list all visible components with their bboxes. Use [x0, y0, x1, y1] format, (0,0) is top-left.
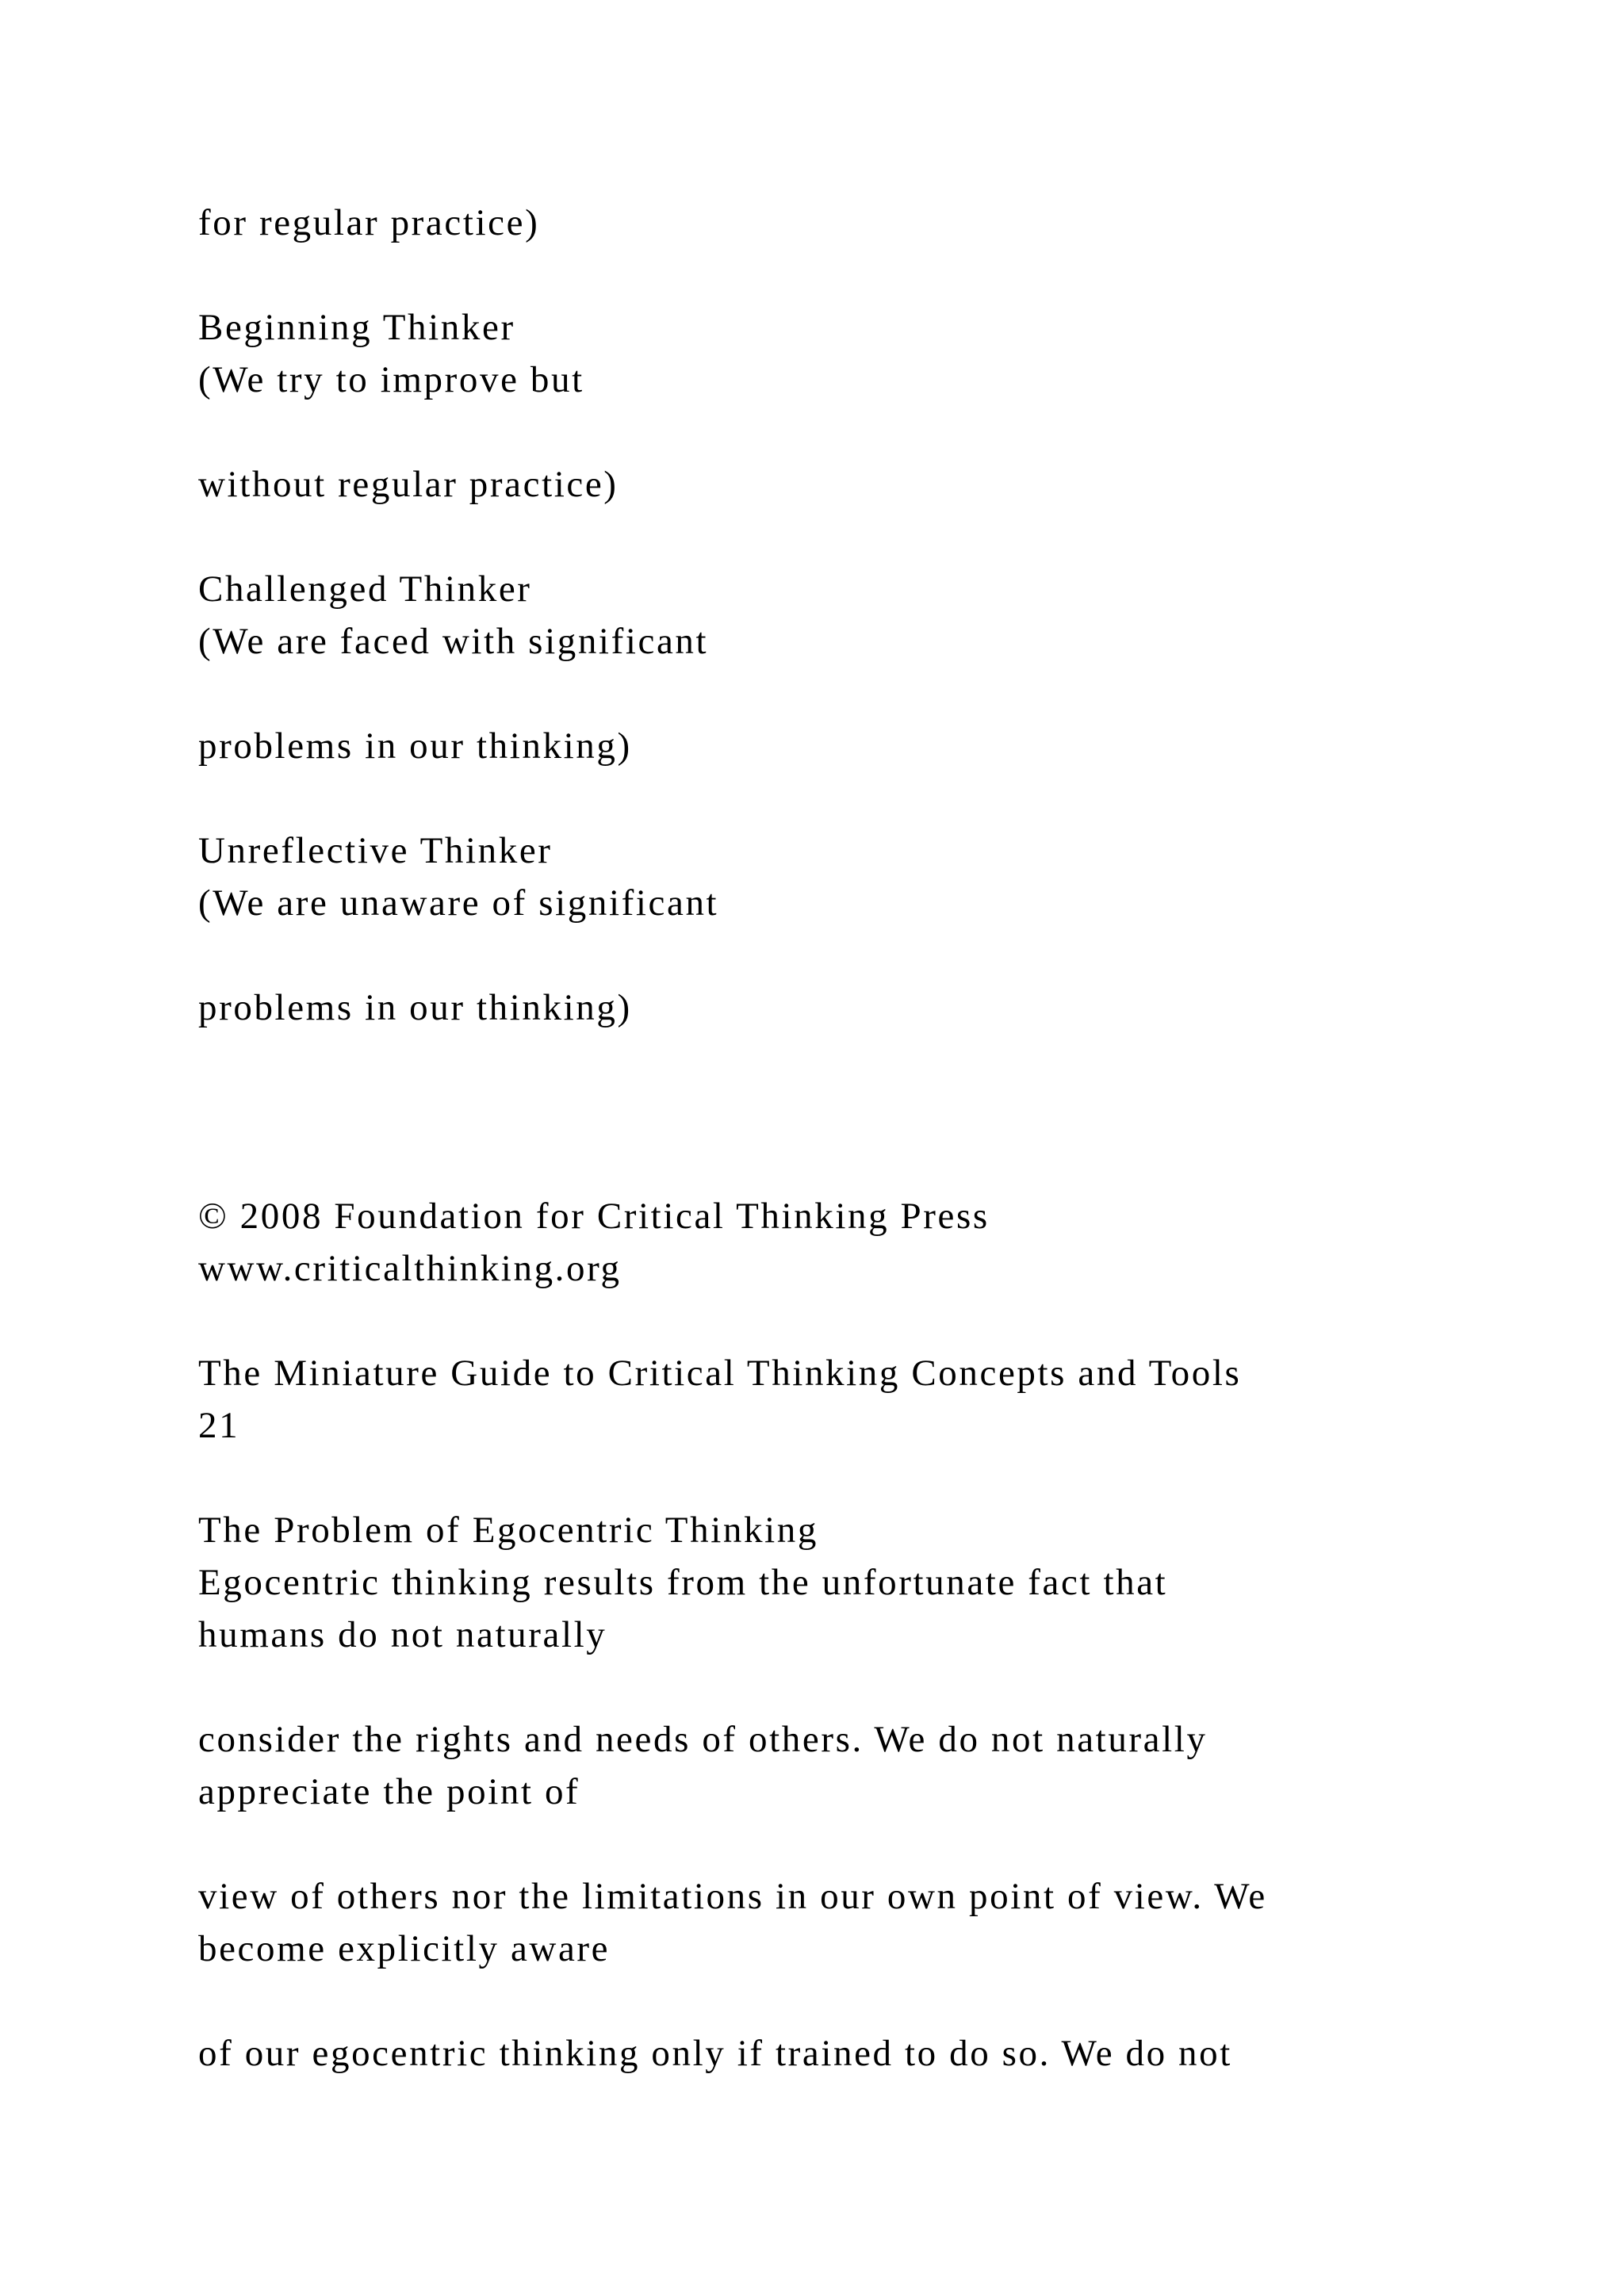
text-line: Egocentric thinking results from the unfortunate fact that: [198, 1562, 1168, 1603]
text-line: Unreflective Thinker: [198, 830, 553, 871]
text-line: for regular practice): [198, 202, 540, 243]
text-line: Challenged Thinker: [198, 568, 532, 610]
copyright-line: © 2008 Foundation for Critical Thinking Press: [198, 1196, 990, 1237]
text-line: appreciate the point of: [198, 1771, 580, 1812]
text-line: problems in our thinking): [198, 987, 632, 1028]
text-line: consider the rights and needs of others. We do not naturally: [198, 1719, 1208, 1760]
text-line: problems in our thinking): [198, 725, 632, 767]
text-line: humans do not naturally: [198, 1614, 607, 1655]
page-number: 21: [198, 1405, 240, 1446]
text-line: without regular practice): [198, 464, 619, 505]
text-line: of our egocentric thinking only if trained to do so. We do not: [198, 2033, 1232, 2074]
text-line: view of others nor the limitations in our own point of view. We: [198, 1876, 1267, 1917]
text-line: (We are faced with significant: [198, 621, 709, 662]
text-line: Beginning Thinker: [198, 307, 515, 348]
text-line: (We are unaware of significant: [198, 882, 719, 924]
section-heading: The Problem of Egocentric Thinking: [198, 1510, 818, 1551]
website-url: www.criticalthinking.org: [198, 1248, 622, 1289]
text-line: become explicitly aware: [198, 1928, 611, 1969]
text-line: (We try to improve but: [198, 359, 584, 400]
running-header: The Miniature Guide to Critical Thinking Concepts and Tools: [198, 1353, 1242, 1394]
